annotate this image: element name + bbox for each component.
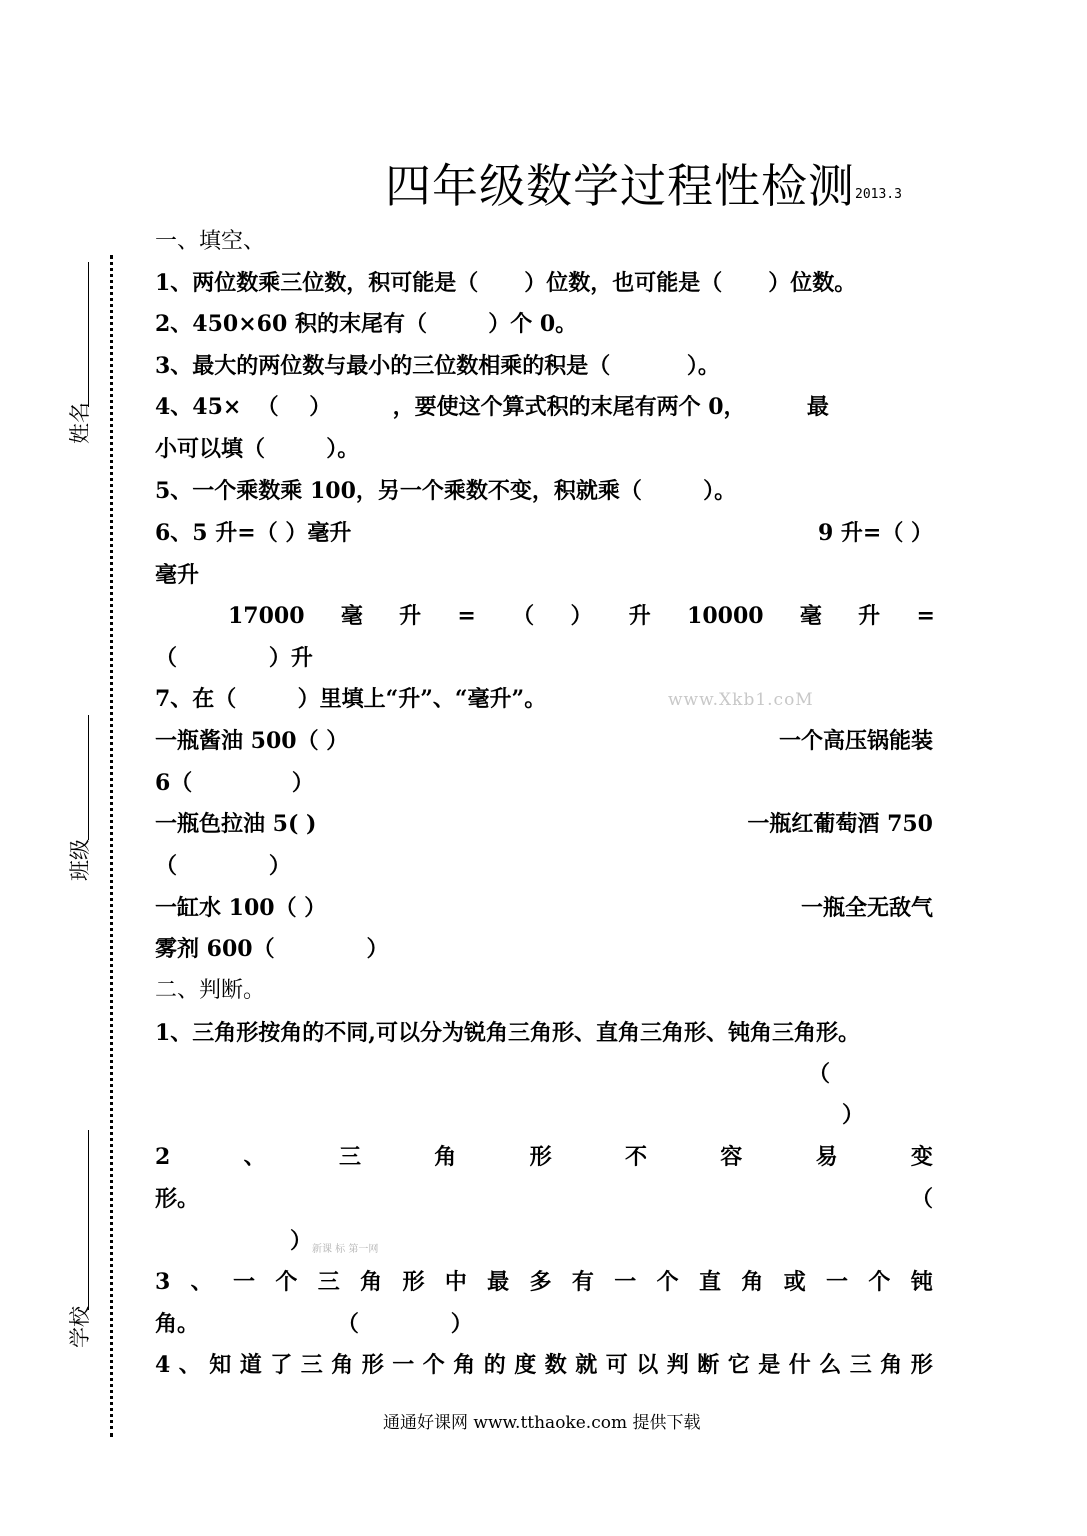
- j2-part: 变: [910, 1144, 933, 1170]
- q7-soy-sauce: 一瓶酱油 500（ ）: [155, 728, 349, 754]
- q7-salad-oil: 一瓶色拉油 5( ): [155, 811, 317, 837]
- j3-part: 角: [741, 1269, 764, 1295]
- section-judgement-heading: 二、判断。: [155, 978, 266, 1003]
- exam-date: 2013.3: [855, 187, 902, 202]
- name-label: 姓名: [68, 402, 92, 444]
- j4-part: 4: [155, 1352, 171, 1378]
- j2-part: 三: [338, 1144, 361, 1170]
- j3-part: 一: [614, 1269, 637, 1295]
- j3-part: 或: [783, 1269, 806, 1295]
- j3-part: 中: [444, 1269, 467, 1295]
- q6c-part: 毫: [340, 603, 363, 629]
- question-3: 3、最大的两位数与最小的三位数相乘的积是（ ）。: [155, 353, 720, 379]
- j3-part: 个: [275, 1269, 298, 1295]
- j3-part: 三: [317, 1269, 340, 1295]
- page-title: 四年级数学过程性检测: [385, 159, 855, 213]
- q7-red-wine: 一瓶红葡萄酒 750: [747, 811, 933, 837]
- j4-part: 个: [422, 1352, 445, 1378]
- j4-part: 、: [178, 1352, 201, 1378]
- footer-credit: 通通好课网 www.tthaoke.com 提供下载: [383, 1413, 701, 1433]
- question-7-water-tank: [155, 893, 933, 923]
- q6-liters-5: 6、5 升=（ ）毫升: [155, 520, 352, 546]
- j4-part: 么: [819, 1352, 842, 1378]
- j3-part: 角: [360, 1269, 383, 1295]
- j3-part: 一: [233, 1269, 256, 1295]
- j3-part: 最: [487, 1269, 510, 1295]
- j4-part: 什: [788, 1352, 811, 1378]
- j3-part: 钝: [910, 1269, 933, 1295]
- question-7-soy-sauce: [155, 726, 933, 756]
- j4-part: 判: [666, 1352, 689, 1378]
- class-label: 班级: [68, 839, 92, 881]
- question-7: 7、在（ ）里填上“升”、“毫升”。: [155, 686, 547, 712]
- j3-part: 有: [571, 1269, 594, 1295]
- judgement-3-line-2: 角。 （ ）: [155, 1311, 473, 1337]
- j2-paren-open: （: [910, 1186, 933, 1212]
- judgement-4-line-1: [155, 1350, 933, 1380]
- j3-part: 一: [826, 1269, 849, 1295]
- j4-part: 数: [544, 1352, 567, 1378]
- j4-part: 形: [361, 1352, 384, 1378]
- judgement-1-paren-close: ）: [842, 1102, 865, 1128]
- j4-part: 角: [453, 1352, 476, 1378]
- j2-part: 2: [155, 1144, 171, 1170]
- q6-liters-9: 9 升=（ ）: [817, 520, 933, 546]
- q6c-part: =: [457, 603, 476, 629]
- j2-shape: 形。: [155, 1186, 200, 1212]
- question-2: 2、450×60 积的末尾有（ ）个 0。: [155, 311, 578, 337]
- j3-part: 、: [190, 1269, 213, 1295]
- question-6-line-2: 毫升: [155, 562, 200, 588]
- question-4-line-1: 4、45× （ ） ，要使这个算式积的末尾有两个 0， 最: [155, 394, 829, 420]
- question-5: 5、一个乘数乘 100，另一个乘数不变，积就乘（ ）。: [155, 478, 737, 504]
- q6c-part: 10000: [687, 603, 764, 629]
- j3-part: 形: [402, 1269, 425, 1295]
- j3-part: 多: [529, 1269, 552, 1295]
- question-6-line-3: [228, 601, 935, 631]
- j4-part: 就: [575, 1352, 598, 1378]
- watermark: www.Xkb1.coM: [668, 690, 814, 710]
- question-4-line-2: 小可以填（ ）。: [155, 436, 360, 462]
- j4-part: 三: [849, 1352, 872, 1378]
- j3-part: 3: [155, 1269, 171, 1295]
- question-6-line-4: （ ）升: [155, 645, 313, 671]
- j4-part: 可: [605, 1352, 628, 1378]
- q6c-part: 升: [858, 603, 881, 629]
- j4-part: 知: [209, 1352, 232, 1378]
- j2-part: 、: [243, 1144, 266, 1170]
- judgement-1: 1、三角形按角的不同,可以分为锐角三角形、直角三角形、钝角三角形。: [155, 1020, 860, 1046]
- q6c-part: ）: [570, 603, 593, 629]
- question-7-red-wine-cont: （ ）: [155, 853, 291, 879]
- q6c-part: 升: [628, 603, 651, 629]
- j4-part: 角: [331, 1352, 354, 1378]
- q7-spray: 一瓶全无敌气: [800, 895, 933, 921]
- j3-part: 个: [868, 1269, 891, 1295]
- j4-part: 它: [727, 1352, 750, 1378]
- question-7-spray-cont: 雾剂 600（ ）: [155, 936, 389, 962]
- judgement-3-line-1: [155, 1267, 933, 1297]
- judgement-2-line-1: [155, 1142, 933, 1172]
- j4-part: 三: [300, 1352, 323, 1378]
- j2-part: 角: [434, 1144, 457, 1170]
- j4-part: 断: [697, 1352, 720, 1378]
- judgement-2-line-2: [155, 1184, 933, 1214]
- j4-part: 度: [514, 1352, 537, 1378]
- j3-part: 个: [656, 1269, 679, 1295]
- j4-part: 以: [636, 1352, 659, 1378]
- q6c-part: 升: [399, 603, 422, 629]
- class-field-line: [88, 715, 89, 840]
- j2-part: 不: [624, 1144, 647, 1170]
- j2-part: 易: [815, 1144, 838, 1170]
- j2-part: 容: [720, 1144, 743, 1170]
- name-field-line: [88, 262, 89, 407]
- q6c-part: 17000: [228, 603, 305, 629]
- q6c-part: 毫: [799, 603, 822, 629]
- j4-part: 形: [910, 1352, 933, 1378]
- judgement-1-paren-open: （: [808, 1061, 831, 1087]
- j2-part: 形: [529, 1144, 552, 1170]
- j4-part: 一: [392, 1352, 415, 1378]
- j4-part: 了: [270, 1352, 293, 1378]
- q6c-part: =: [916, 603, 935, 629]
- q7-pressure-cooker: 一个高压锅能装: [778, 728, 933, 754]
- judgement-2-paren-close: ）: [290, 1228, 313, 1254]
- question-1: 1、两位数乘三位数，积可能是（ ）位数，也可能是（ ）位数。: [155, 270, 857, 296]
- section-fill-in-heading: 一、填空、: [155, 229, 266, 254]
- watermark-2: 新课 标 第一网: [312, 1244, 379, 1255]
- question-7-salad-oil: [155, 809, 933, 839]
- question-6-line-1: [155, 518, 933, 548]
- j3-part: 直: [698, 1269, 721, 1295]
- binding-dotted-line: [110, 255, 113, 1437]
- j4-part: 角: [880, 1352, 903, 1378]
- j4-part: 的: [483, 1352, 506, 1378]
- j4-part: 道: [239, 1352, 262, 1378]
- school-field-line: [88, 1130, 89, 1310]
- question-7-pressure-cooker-cont: 6（ ）: [155, 770, 314, 796]
- q6c-part: （: [512, 603, 535, 629]
- school-label: 学校: [68, 1306, 92, 1348]
- q7-water-tank: 一缸水 100（ ）: [155, 895, 327, 921]
- j4-part: 是: [758, 1352, 781, 1378]
